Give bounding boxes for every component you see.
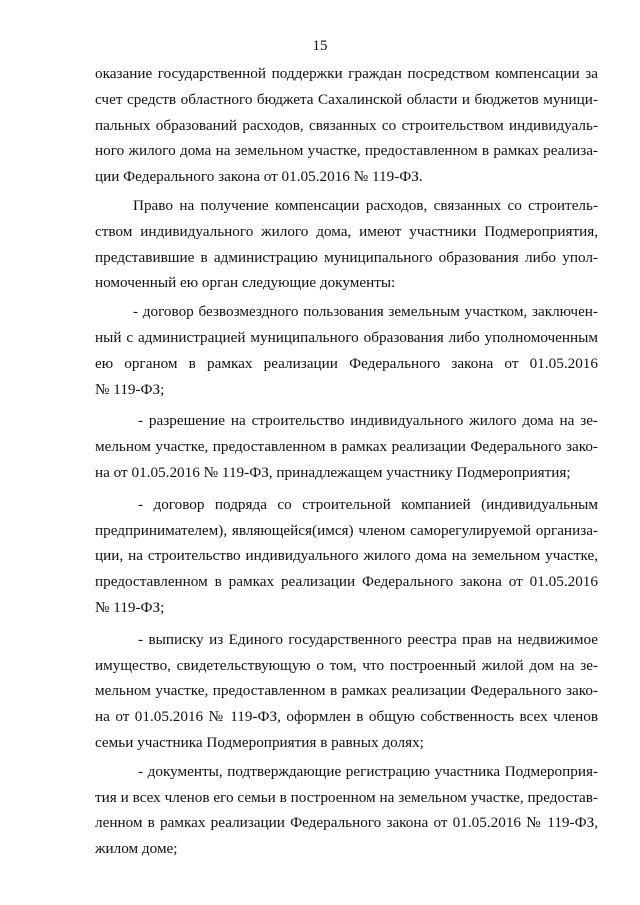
text-line: представившие в администрацию муниципального образования либо упол- xyxy=(95,248,598,266)
text-line: пальных образований расходов, связанных со строительством индивидуаль- xyxy=(95,116,598,134)
text-line: предпринимателем), являющейся(имся) членом саморегулируемой организа- xyxy=(95,521,598,539)
text-line: на от 01.05.2016 № 119-ФЗ, оформлен в общую собственность всех членов xyxy=(95,708,598,726)
list-item-construction-permit xyxy=(95,408,598,485)
paragraph-compensation-right xyxy=(95,193,598,296)
text-line: на от 01.05.2016 № 119-ФЗ, принадлежащем участнику Подмероприятия; xyxy=(95,463,571,481)
text-line: № 119-ФЗ; xyxy=(95,380,165,398)
text-line: Право на получение компенсации расходов, связанных со строитель- xyxy=(133,196,598,214)
text-line: мельном участке, предоставленном в рамках реализации Федерального зако- xyxy=(95,682,598,700)
text-line: - выписку из Единого государственного реестра прав на недвижимое xyxy=(138,630,598,648)
list-item-registration-documents xyxy=(95,759,598,862)
text-line: ею органом в рамках реализации Федерального закона от 01.05.2016 xyxy=(95,354,598,372)
text-line: ции, на строительство индивидуального жилого дома на земельном участке, xyxy=(95,547,598,565)
text-line: семьи участника Подмероприятия в равных долях; xyxy=(95,733,424,751)
list-item-contract-agreement xyxy=(95,492,598,621)
text-line: - договор подряда со строительной компанией (индивидуальным xyxy=(138,495,598,513)
text-line: ции Федерального закона от 01.05.2016 № 119-ФЗ. xyxy=(95,168,423,186)
text-line: - договор безвозмездного пользования земельным участком, заключен- xyxy=(133,303,598,321)
text-line: ленном в рамках реализации Федерального закона от 01.05.2016 № 119-ФЗ, xyxy=(95,814,598,832)
document-body xyxy=(95,61,598,862)
text-line: № 119-ФЗ; xyxy=(95,598,165,616)
text-line: - разрешение на строительство индивидуального жилого дома на зе- xyxy=(138,412,598,430)
text-line: предоставленном в рамках реализации Федерального закона от 01.05.2016 xyxy=(95,573,598,591)
text-line: - документы, подтверждающие регистрацию участника Подмероприя- xyxy=(138,762,598,780)
text-line: ного жилого дома на земельном участке, предоставленном в рамках реализа- xyxy=(95,142,598,160)
text-line: тия и всех членов его семьи в построенном на земельном участке, предостав- xyxy=(95,788,598,806)
text-line: ством индивидуального жилого дома, имеют участники Подмероприятия, xyxy=(95,222,598,240)
text-line: счет средств областного бюджета Сахалинской области и бюджетов муници- xyxy=(95,90,598,108)
text-line: имущество, свидетельствующую о том, что построенный жилой дом на зе- xyxy=(95,656,598,674)
page-number: 15 xyxy=(312,38,328,54)
text-line: ный с администрацией муниципального образования либо уполномоченным xyxy=(95,328,598,346)
text-line: жилом доме; xyxy=(95,840,178,858)
text-line: оказание государственной поддержки граждан посредством компенсации за xyxy=(95,65,598,82)
list-item-land-use-agreement xyxy=(95,299,598,402)
text-line: номоченный ею орган следующие документы: xyxy=(95,274,396,292)
paragraph-continuation xyxy=(95,61,598,190)
text-line: мельном участке, предоставленном в рамках реализации Федерального зако- xyxy=(95,438,598,456)
list-item-registry-extract xyxy=(95,627,598,756)
